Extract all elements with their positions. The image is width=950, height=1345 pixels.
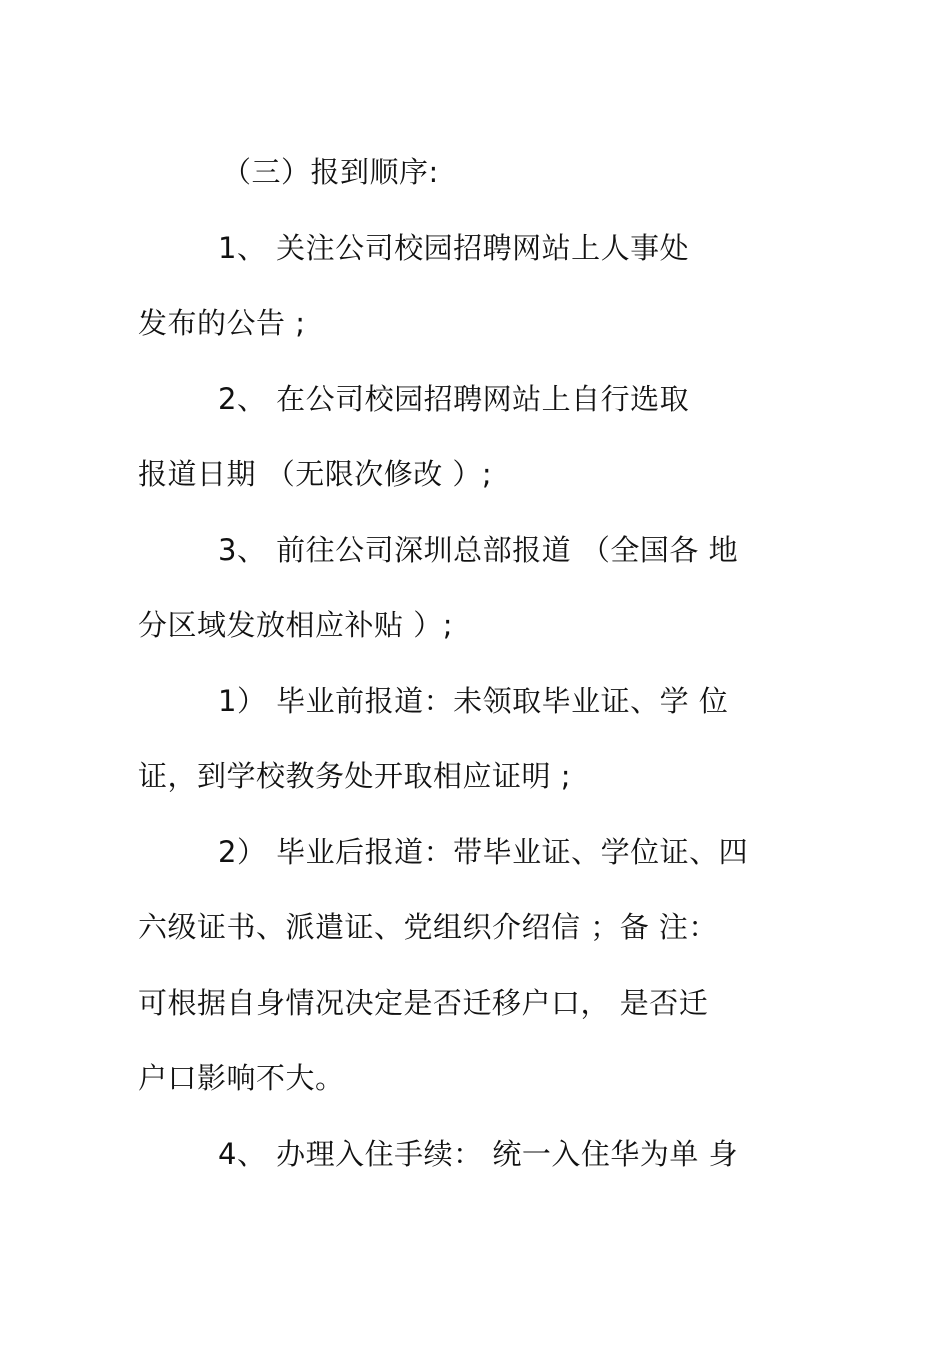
paragraph-line: 证，到学校教务处开取相应证明 ; [138, 759, 571, 793]
paragraph-line: 分区域发放相应补贴 ）; [138, 608, 453, 642]
section-heading: （三）报到顺序: [222, 155, 439, 189]
paragraph-line: 发布的公告 ; [138, 306, 306, 340]
paragraph-line: 户口影响不大。 [138, 1061, 345, 1095]
paragraph-line: 报道日期 （无限次修改 ）; [138, 457, 493, 491]
paragraph-line: 六级证书、派遣证、党组织介绍信 ；备 注： [138, 910, 718, 944]
paragraph-line: 可根据自身情况决定是否迁移户口， 是否迁 [138, 986, 709, 1020]
paragraph-line: 2、 在公司校园招聘网站上自行选取 [218, 382, 690, 416]
paragraph-line: 1、 关注公司校园招聘网站上人事处 [218, 231, 690, 265]
paragraph-line: 1） 毕业前报道：未领取毕业证、学 位 [218, 684, 729, 718]
paragraph-line: 2） 毕业后报道：带毕业证、学位证、四 [218, 835, 749, 869]
paragraph-line: 3、 前往公司深圳总部报道 （全国各 地 [218, 533, 739, 567]
paragraph-line: 4、 办理入住手续： 统一入住华为单 身 [218, 1137, 739, 1171]
